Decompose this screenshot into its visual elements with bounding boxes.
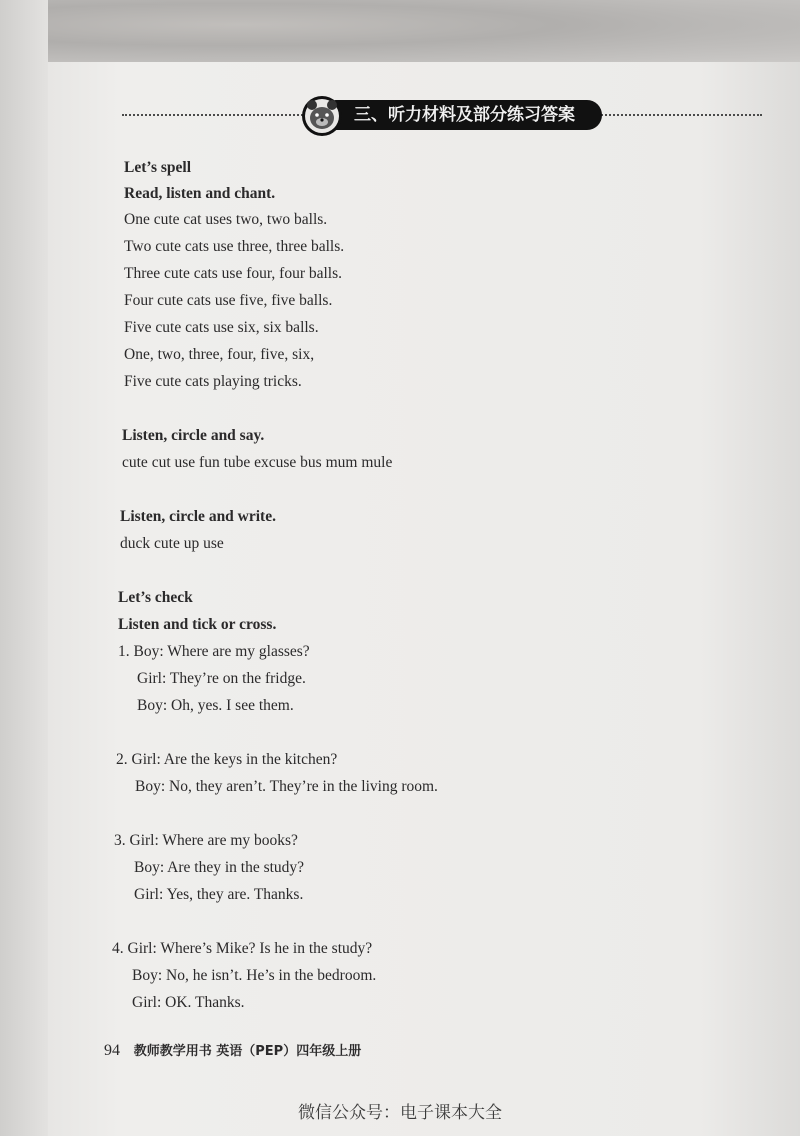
section-heading: Let’s check (118, 589, 193, 606)
section-heading: Read, listen and chant. (124, 185, 276, 202)
top-decoration (0, 0, 800, 62)
transcript-line: duck cute up use (120, 535, 224, 552)
section-heading: Listen and tick or cross. (118, 616, 277, 633)
section-heading: Let’s spell (124, 159, 192, 176)
transcript-line: One, two, three, four, five, six, (124, 346, 315, 363)
transcript-line: Four cute cats use five, five balls. (124, 292, 333, 309)
section-heading: Listen, circle and say. (122, 427, 265, 444)
transcript-line: Two cute cats use three, three balls. (124, 238, 345, 255)
transcript-line: Girl: Yes, they are. Thanks. (134, 886, 304, 903)
transcript-line: cute cut use fun tube excuse bus mum mule (122, 454, 393, 471)
transcript-line: Three cute cats use four, four balls. (124, 265, 343, 282)
transcript-line: Boy: No, they aren’t. They’re in the living room. (135, 778, 438, 795)
transcript-line: One cute cat uses two, two balls. (124, 211, 328, 228)
transcript-line: 2. Girl: Are the keys in the kitchen? (116, 751, 338, 768)
transcript-line: Five cute cats playing tricks. (124, 373, 302, 390)
transcript-line: 1. Boy: Where are my glasses? (118, 643, 310, 660)
section-title: 三、听力材料及部分练习答案 (332, 100, 602, 130)
transcript-line: 4. Girl: Where’s Mike? Is he in the study? (112, 940, 373, 957)
transcript-line: Boy: Oh, yes. I see them. (137, 697, 294, 714)
transcript-line: Boy: Are they in the study? (134, 859, 305, 876)
transcript-line: Five cute cats use six, six balls. (124, 319, 319, 336)
page-number: 94 (104, 1042, 120, 1059)
page-footer (104, 1040, 361, 1060)
transcript-line: Boy: No, he isn’t. He’s in the bedroom. (132, 967, 377, 984)
transcript-line: Girl: OK. Thanks. (132, 994, 245, 1011)
page-edge (0, 0, 48, 1136)
transcript-line: 3. Girl: Where are my books? (114, 832, 298, 849)
section-heading: Listen, circle and write. (120, 508, 276, 525)
watermark-text: 微信公众号：电子课本大全 (298, 1103, 502, 1123)
section-header (122, 92, 762, 136)
book-title: 教师教学用书 英语（PEP）四年级上册 (133, 1044, 362, 1059)
transcript-line: Girl: They’re on the fridge. (137, 670, 306, 687)
bear-mascot-icon (298, 94, 346, 138)
